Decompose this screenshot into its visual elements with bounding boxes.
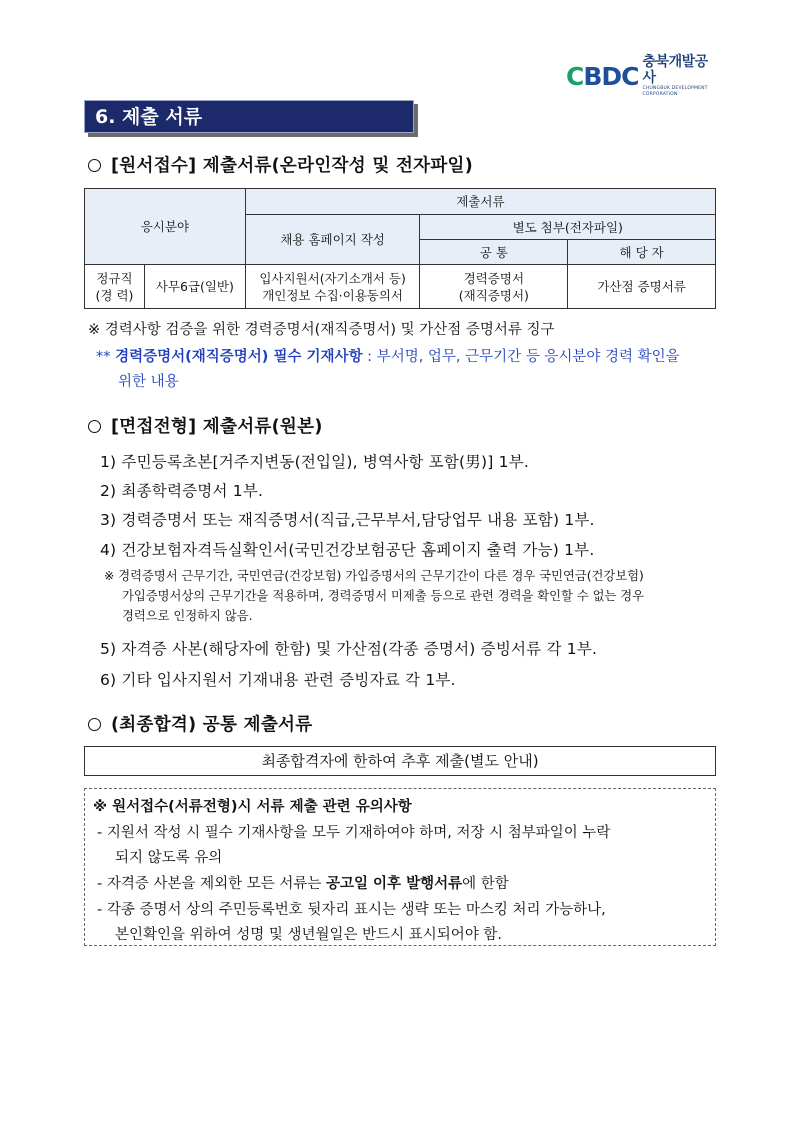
circle-bullet-icon: [88, 420, 101, 433]
note-required-fields: [96, 345, 680, 366]
list-item: 2) 최종학력증명서 1부.: [100, 482, 264, 500]
cell-grade: 사무6급(일반): [144, 265, 245, 309]
note-required-bold: 경력증명서(재직증명서) 필수 기재사항: [115, 349, 363, 365]
caution-line: 본인확인을 위하여 성명 및 생년월일은 반드시 표시되어야 함.: [115, 927, 503, 943]
circle-bullet-icon: [88, 159, 101, 172]
cell-homepage-line2: 개인정보 수집·이용동의서: [262, 287, 403, 303]
caution-title: ※ 원서접수(서류전형)시 서류 제출 관련 유의사항: [93, 799, 412, 815]
small-note-line: 경력으로 인정하지 않음.: [122, 609, 253, 623]
note-required-rest: : 부서명, 업무, 근무기간 등 응시분야 경력 확인을: [362, 349, 680, 365]
note-prefix: **: [96, 349, 116, 365]
final-notice-box: 최종합격자에 한하여 추후 제출(별도 안내): [84, 746, 716, 776]
cell-type-line2: (경 력): [95, 287, 134, 303]
cell-type: [85, 265, 145, 309]
logo-name-korean: 충북개발공사: [642, 54, 708, 86]
th-homepage: 채용 홈페이지 작성: [245, 215, 420, 265]
interview-heading: [88, 413, 323, 438]
final-heading-text: (최종합격) 공통 제출서류: [111, 715, 313, 735]
list-item: 3) 경력증명서 또는 재직증명서(직급,근무부서,담당업무 내용 포함) 1부.: [100, 511, 595, 529]
list-item: 1) 주민등록초본[거주지변동(전입일), 병역사항 포함(男)] 1부.: [100, 453, 529, 471]
online-heading-text: [원서접수] 제출서류(온라인작성 및 전자파일): [111, 156, 474, 176]
cell-homepage-line1: 입사지원서(자기소개서 등): [259, 270, 406, 286]
cell-common-line2: (재직증명서): [458, 287, 529, 303]
list-item: 5) 자격증 사본(해당자에 한함) 및 가산점(각종 증명서) 증빙서류 각 1부.: [100, 640, 598, 658]
circle-bullet-icon: [88, 718, 101, 731]
th-docs: 제출서류: [245, 189, 715, 215]
cell-applicable: 가산점 증명서류: [568, 265, 716, 309]
caution-line: [97, 872, 509, 893]
documents-table: [84, 188, 716, 309]
final-heading: [88, 711, 312, 736]
cell-type-line1: 정규직: [96, 270, 133, 286]
logo-text: [643, 54, 716, 98]
th-applicable: 해 당 자: [568, 240, 716, 265]
list-item: 4) 건강보험자격득실확인서(국민건강보험공단 홈페이지 출력 가능) 1부.: [100, 541, 595, 559]
cell-common-line1: 경력증명서: [463, 270, 525, 286]
caution-box: [84, 788, 716, 946]
table-row: [85, 265, 716, 309]
logo-mark: [566, 62, 639, 91]
interview-heading-text: [면접전형] 제출서류(원본): [111, 417, 323, 437]
th-attach: 별도 첨부(전자파일): [420, 215, 716, 240]
caution-line-pre: - 자격증 사본을 제외한 모든 서류는: [97, 876, 326, 892]
caution-line-bold: 공고일 이후 발행서류: [325, 876, 463, 892]
note-career-verification: ※ 경력사항 검증을 위한 경력증명서(재직증명서) 및 가산점 증명서류 징구: [88, 322, 555, 338]
caution-line: - 지원서 작성 시 필수 기재사항을 모두 기재하여야 하며, 저장 시 첨부파일이 누락: [97, 825, 611, 841]
caution-line: 되지 않도록 유의: [115, 850, 223, 866]
caution-line: - 각종 증명서 상의 주민등록번호 뒷자리 표시는 생략 또는 마스킹 처리 가능하나,: [97, 902, 606, 918]
logo-mark-bdc: BDC: [583, 61, 639, 91]
small-note: [104, 566, 644, 626]
list-item: 6) 기타 입사지원서 기재내용 관련 증빙자료 각 1부.: [100, 671, 456, 689]
logo-mark-c: C: [566, 61, 584, 91]
caution-line-post: 에 한함: [462, 876, 509, 892]
cell-homepage: [245, 265, 420, 309]
logo-name-english: CHUNGBUK DEVELOPMENT CORPORATION: [642, 86, 708, 97]
company-logo: [566, 54, 716, 97]
small-note-line: ※ 경력증명서 근무기간, 국민연금(건강보험) 가입증명서의 근무기간이 다른 경우 국민연금(건강보험): [104, 569, 644, 583]
online-heading: [88, 152, 473, 177]
th-field: 응시분야: [85, 189, 246, 265]
th-common: 공 통: [420, 240, 568, 265]
section-title: 6. 제출 서류: [84, 100, 414, 133]
cell-common: [420, 265, 568, 309]
note-required-fields-line2: 위한 내용: [118, 374, 179, 390]
small-note-line: 가입증명서상의 근무기간을 적용하며, 경력증명서 미제출 등으로 관련 경력을 확인할 수 없는 경우: [122, 589, 645, 603]
